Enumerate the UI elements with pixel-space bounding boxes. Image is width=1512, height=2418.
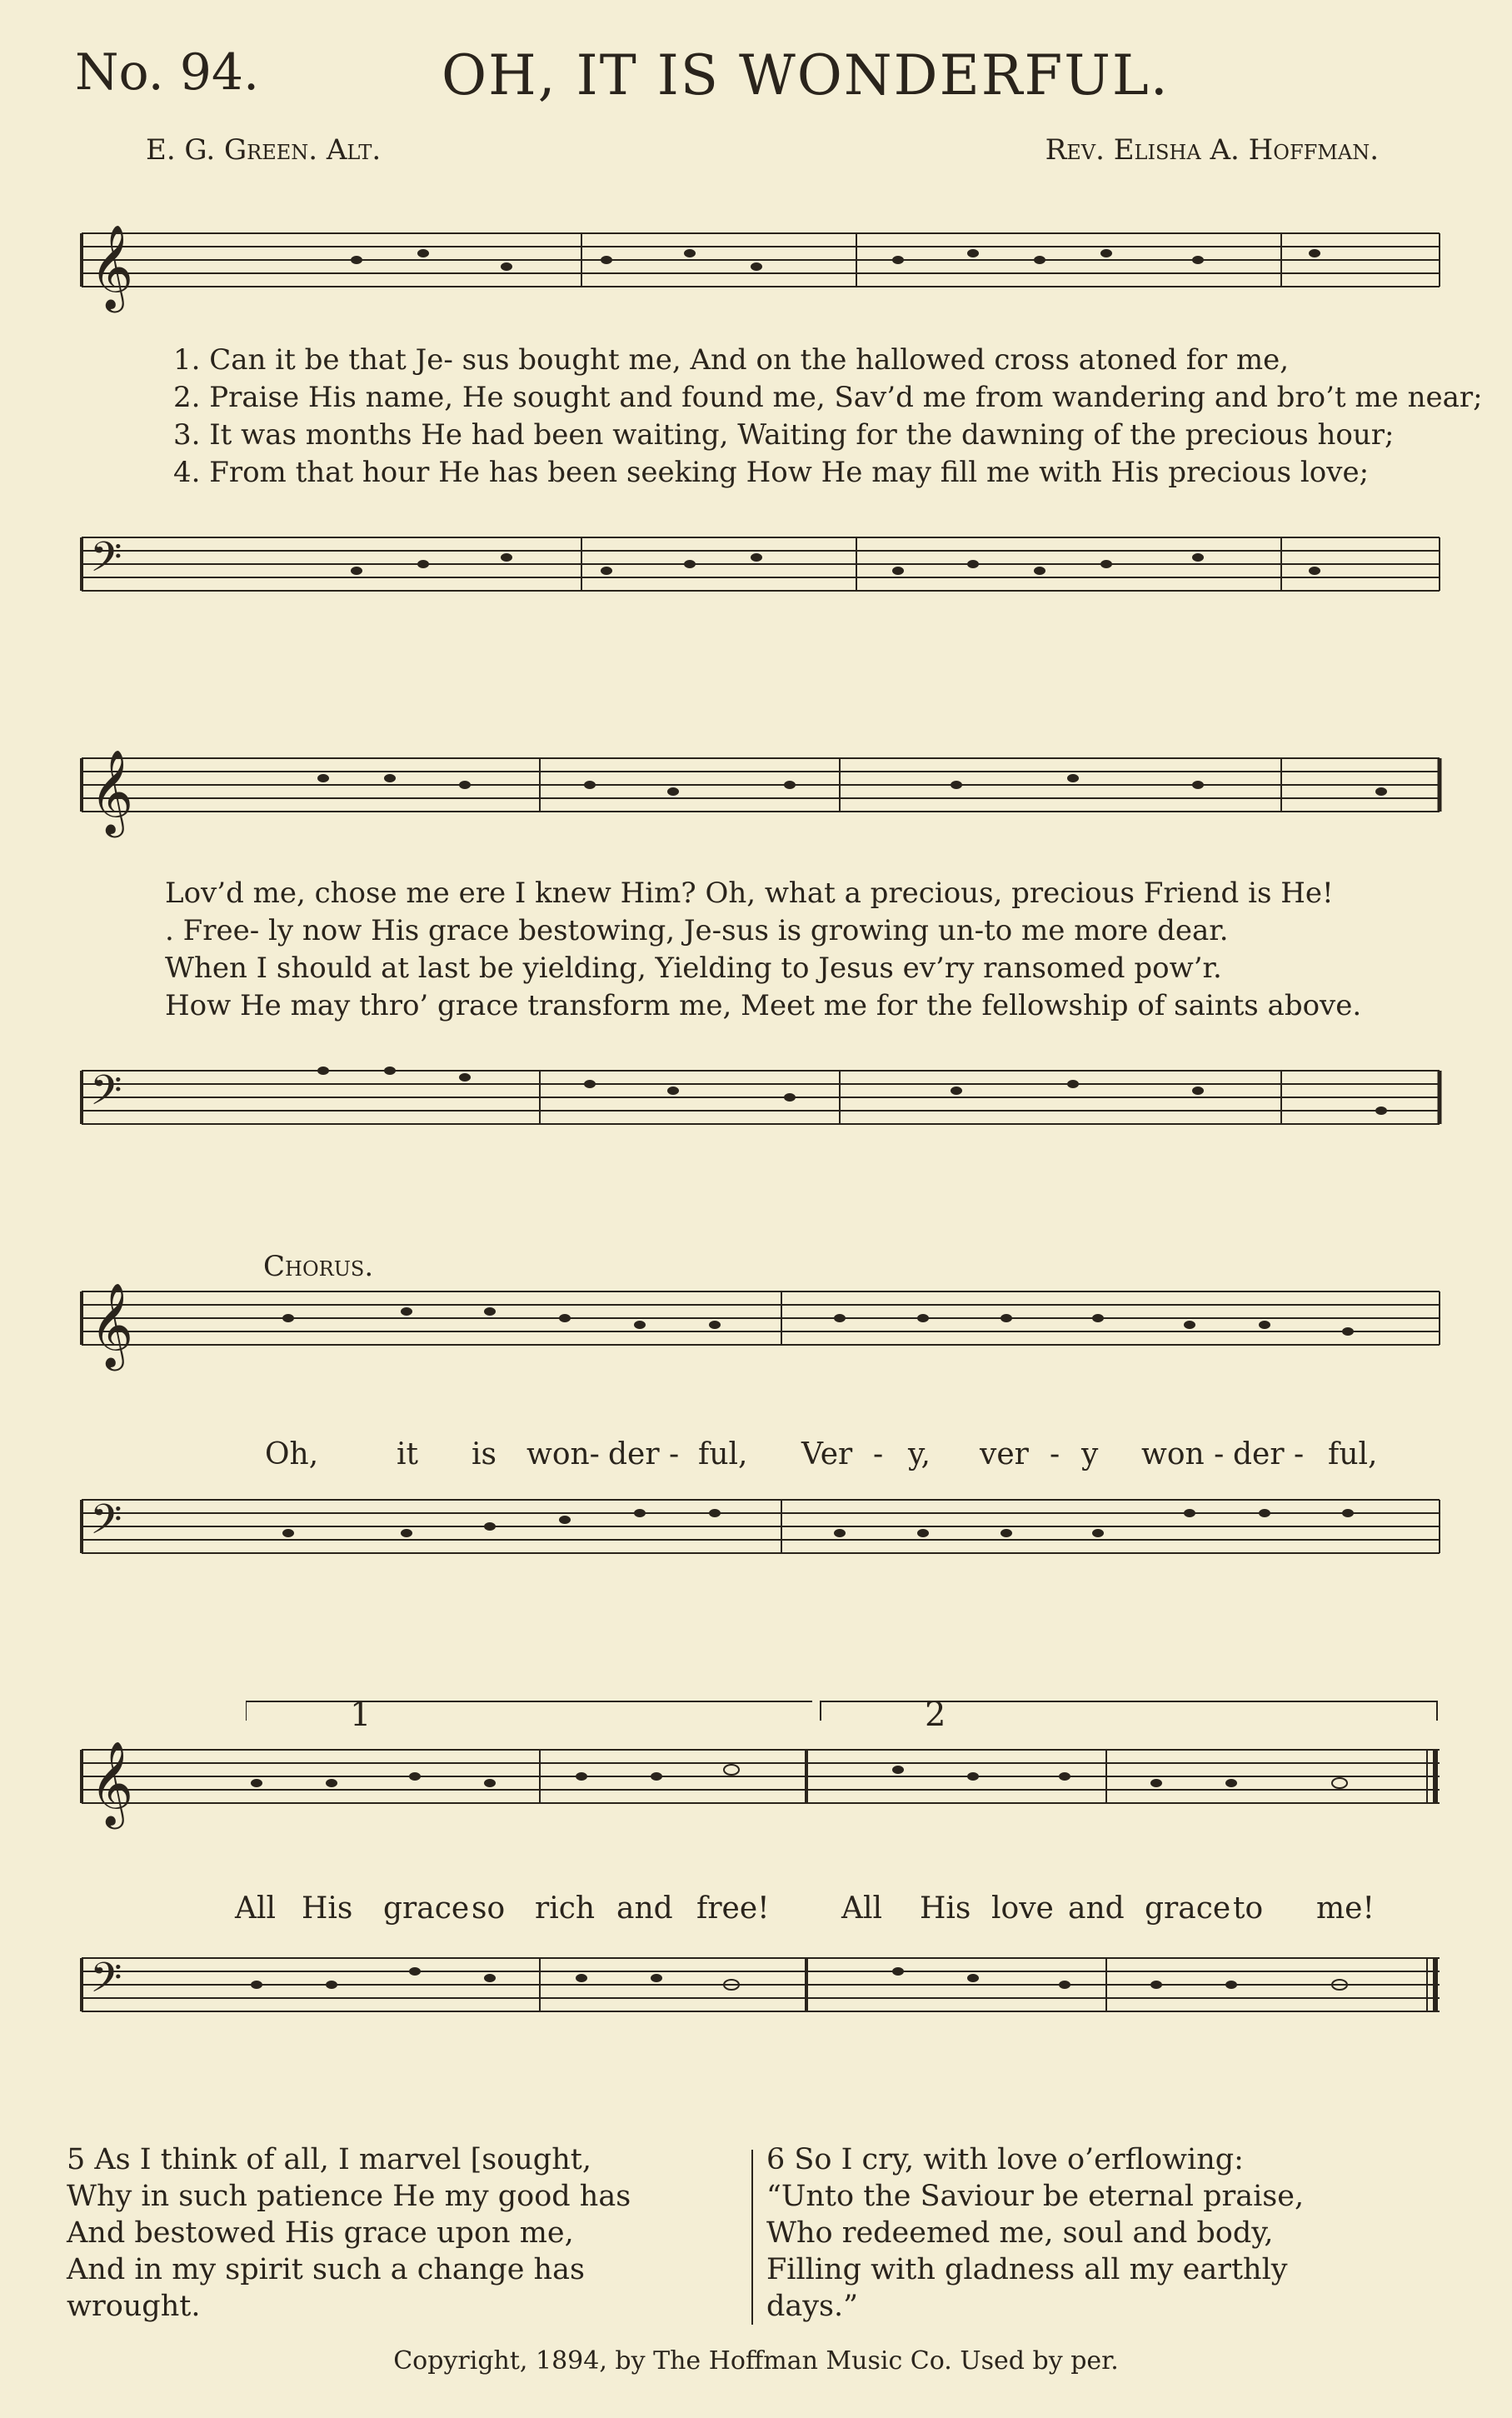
lyric-word: so (472, 1891, 506, 1926)
bass-staff (73, 521, 1444, 621)
lyric-word: Oh, (265, 1437, 319, 1471)
verse-line: “Unto the Saviour be eternal praise, (766, 2180, 1305, 2213)
svg-text:𝄞: 𝄞 (90, 748, 134, 834)
svg-text:𝄞: 𝄞 (90, 1740, 134, 1826)
lyric-word: love (991, 1891, 1054, 1926)
bass-staff-lines (73, 1941, 1444, 2041)
svg-text:𝄢: 𝄢 (90, 1496, 122, 1554)
verse-line: 6 So I cry, with love o’erflowing: (766, 2143, 1244, 2176)
treble-staff-lines (73, 742, 1444, 842)
lyric-line: Lov’d me, chose me ere I knew Him? Oh, what a precious, precious Friend is He! (165, 877, 1334, 910)
lyric-word: won - (1141, 1437, 1225, 1471)
verse-line: And in my spirit such a change has (67, 2253, 585, 2286)
verse-line: And bestowed His grace upon me, (67, 2216, 574, 2250)
verse-6 (766, 2141, 1450, 2325)
treble-staff-lines (73, 1275, 1444, 1375)
credits (146, 133, 1379, 175)
treble-staff-lines (73, 217, 1444, 317)
lyric-word: y (1081, 1437, 1099, 1471)
svg-text:𝄢: 𝄢 (90, 1954, 122, 2012)
bass-staff (73, 1941, 1444, 2041)
lyric-line: 4. From that hour He has been seeking How He may fill me with His precious love; (173, 456, 1370, 489)
lyric-line: 3. It was months He had been waiting, Waiting for the dawning of the precious hour; (173, 418, 1395, 452)
lyric-word: is (472, 1437, 497, 1471)
verse-line: 5 As I think of all, I marvel [sought, (67, 2143, 591, 2176)
lyric-word: His (302, 1891, 353, 1926)
first-ending-number: 1 (350, 1696, 372, 1734)
bass-staff (73, 1483, 1444, 1583)
lyric-line: 2. Praise His name, He sought and found me, Sav’d me from wandering and bro’t me near; (173, 381, 1483, 414)
svg-text:𝄢: 𝄢 (90, 533, 122, 592)
bass-staff (73, 1054, 1444, 1154)
lyric-word: and (616, 1891, 673, 1926)
lyric-word: y, (908, 1437, 931, 1471)
lyric-line: . Free- ly now His grace bestowing, Je-sus is growing un-to me more dear. (165, 914, 1229, 947)
lyric-word: der - (608, 1437, 680, 1471)
lyric-word: der - (1233, 1437, 1305, 1471)
verse-line: wrought. (67, 2290, 201, 2323)
lyric-word: rich (535, 1891, 596, 1926)
svg-text:𝄢: 𝄢 (90, 1067, 122, 1125)
lyric-word: ful, (1328, 1437, 1378, 1471)
lyric-word: to (1233, 1891, 1264, 1926)
hymn-number: No. 94. (75, 43, 260, 102)
lyric-word: All (841, 1891, 883, 1926)
lyric-word: - (1050, 1437, 1060, 1471)
composer-credit: E. G. Green. Alt. (146, 133, 382, 167)
treble-staff (73, 217, 1444, 317)
stanza-lyrics-2 (165, 875, 1431, 1025)
verse-line: Why in such patience He my good has (67, 2180, 631, 2213)
verse-line: days.” (766, 2290, 859, 2323)
hymn-header (75, 43, 1441, 118)
lyric-word: His (920, 1891, 971, 1926)
lyric-word: won- (526, 1437, 600, 1471)
verse-line: Who redeemed me, soul and body, (766, 2216, 1274, 2250)
treble-staff (73, 1275, 1444, 1375)
chorus-label: Chorus. (263, 1250, 374, 1283)
ending-brackets (246, 1700, 1454, 1725)
copyright-notice: Copyright, 1894, by The Hoffman Music Co. Used by per. (393, 2346, 1119, 2376)
treble-staff (73, 742, 1444, 842)
lyric-line: 1. Can it be that Je- sus bought me, And on the hallowed cross atoned for me, (173, 343, 1290, 377)
lyric-word: it (397, 1437, 418, 1471)
lyric-word: All (235, 1891, 277, 1926)
lyric-word: grace (383, 1891, 470, 1926)
extra-verses (67, 2141, 1450, 2341)
lyric-word: - (873, 1437, 884, 1471)
lyric-word: ver (980, 1437, 1029, 1471)
svg-text:𝄞: 𝄞 (90, 223, 134, 309)
treble-staff-lines (73, 1733, 1444, 1833)
lyric-word: Ver (801, 1437, 853, 1471)
verse-5 (67, 2141, 750, 2325)
lyric-word: me! (1316, 1891, 1375, 1926)
treble-staff (73, 1733, 1444, 1833)
lyric-line: When I should at last be yielding, Yielding to Jesus ev’ry ransomed pow’r. (165, 952, 1222, 985)
stanza-lyrics-1 (173, 342, 1483, 492)
bass-staff-lines (73, 521, 1444, 621)
svg-text:𝄞: 𝄞 (90, 1281, 134, 1367)
lyricist-credit: Rev. Elisha A. Hoffman. (1045, 133, 1379, 167)
lyric-word: grace (1145, 1891, 1231, 1926)
verse-line: Filling with gladness all my earthly (766, 2253, 1288, 2286)
lyric-word: ful, (698, 1437, 748, 1471)
bass-staff-lines (73, 1483, 1444, 1583)
lyric-word: free! (696, 1891, 770, 1926)
hymn-title: OH, IT IS WONDERFUL. (442, 43, 1170, 107)
second-ending-number: 2 (925, 1696, 946, 1734)
lyric-word: and (1068, 1891, 1125, 1926)
column-divider (751, 2150, 753, 2325)
bass-staff-lines (73, 1054, 1444, 1154)
lyric-line: How He may thro’ grace transform me, Meet me for the fellowship of saints above. (165, 989, 1362, 1022)
